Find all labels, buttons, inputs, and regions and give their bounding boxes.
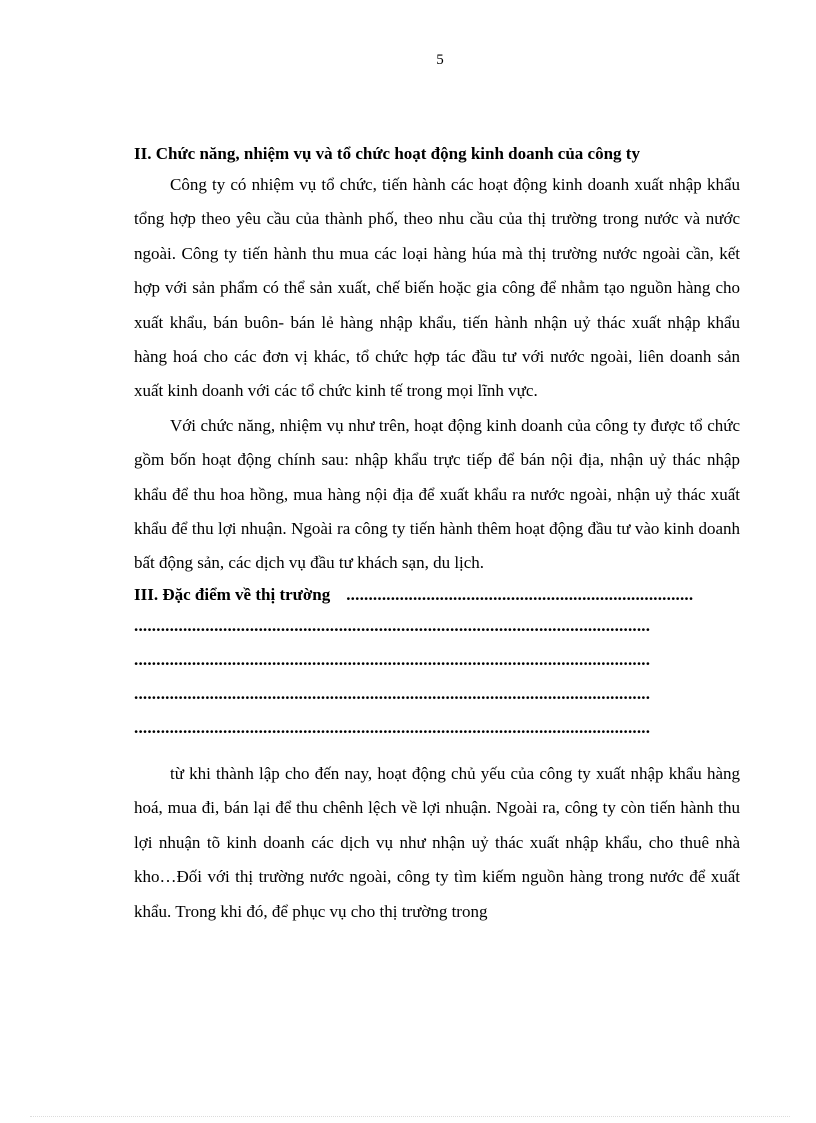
dotted-placeholder-line-1: .................................................................................................................... (134, 615, 651, 635)
section-2-paragraph-2: Với chức năng, nhiệm vụ như trên, hoạt động kinh doanh của công ty được tổ chức gồm bốn hoạt động chính sau: nhập khẩu trực tiếp để bán nội địa, nhận uỷ thác nhập khẩu để thu hoa hồng, mua hàng nội địa để xuất khẩu ra nước ngoài, nhận uỷ thác xuất khẩu để thu lợi nhuận. Ngoài ra công ty tiến hành thêm hoạt động đầu tư vào kinh doanh bất động sản, các dịch vụ đầu tư khách sạn, du lịch. (134, 415, 740, 573)
section-3-paragraph-1: từ khi thành lập cho đến nay, hoạt động chủ yếu của công ty xuất nhập khẩu hàng hoá, mua đi, bán lại để thu chênh lệch về lợi nhuận. Ngoài ra, công ty còn tiến hành thu lợi nhuận tõ kinh doanh các dịch vụ như nhận uỷ thác xuất nhập khẩu, cho thuê nhà kho…Đối với thị trường nước ngoài, công ty tìm kiếm nguồn hàng trong nước để xuất khẩu. Trong khi đó, để phục vụ cho thị trường trong (134, 763, 740, 921)
section-2-heading: II. Chức năng, nhiệm vụ và tổ chức hoạt động kinh doanh của công ty (134, 144, 640, 163)
dotted-placeholder-line-4: .................................................................................................................... (134, 717, 651, 737)
spacer (134, 745, 740, 757)
section-2-paragraph-1: Công ty có nhiệm vụ tổ chức, tiến hành các hoạt động kinh doanh xuất nhập khẩu tổng hợp theo yêu cầu của thành phố, theo nhu cầu của thị trường trong nước và nước ngoài. Công ty tiến hành thu mua các loại hàng húa mà thị trường nước ngoài cần, kết hợp với sản phẩm có thể sản xuất, chế biến hoặc gia công để nhằm tạo nguồn hàng cho xuất khẩu, bán buôn- bán lẻ hàng nhập khẩu, tiến hành nhận uỷ thác xuất nhập khẩu hàng hoá cho các đơn vị khác, tổ chức hợp tác đầu tư với nước ngoài, liên doanh sản xuất kinh doanh với các tổ chức kinh tế trong mọi lĩnh vực. (134, 175, 740, 401)
dotted-placeholder-line-3: .................................................................................................................... (134, 683, 651, 703)
document-body (134, 140, 740, 929)
section-3-heading-dots: .............................................................................. (346, 584, 694, 604)
section-3-heading-row (134, 581, 740, 609)
dotted-placeholder-line-2: .................................................................................................................... (134, 649, 651, 669)
page-bottom-border (30, 1116, 790, 1117)
section-3-heading: III. Đặc điểm về thị trường (134, 584, 331, 604)
page-number: 5 (436, 52, 444, 68)
